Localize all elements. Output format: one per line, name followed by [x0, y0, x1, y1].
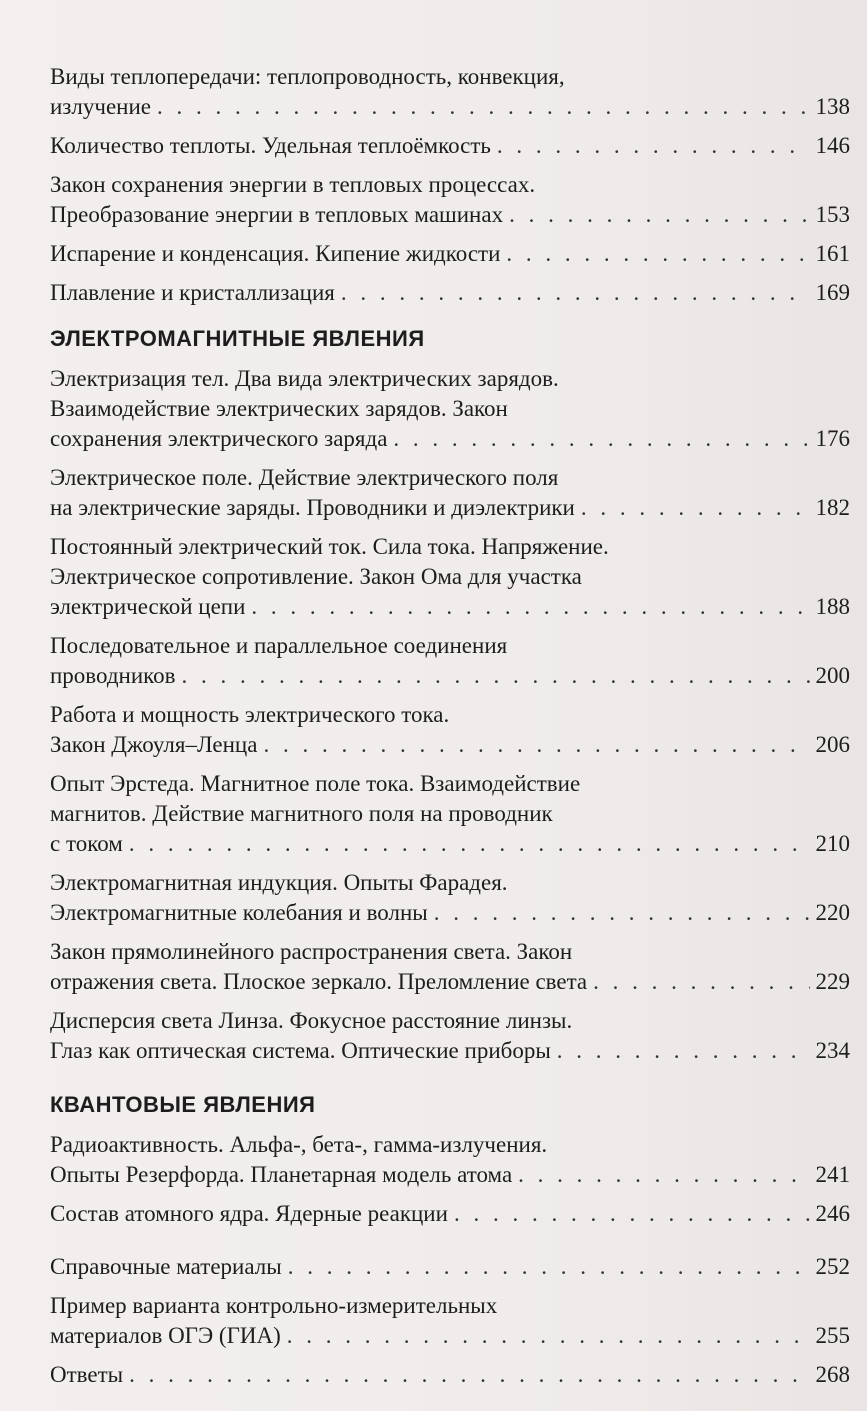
toc-entry-line: излучение [50, 94, 151, 119]
page-number: 169 [815, 280, 850, 305]
page-number: 206 [815, 732, 850, 757]
dot-leader [251, 592, 809, 622]
dot-leader [454, 1199, 810, 1229]
toc-entry [50, 170, 850, 230]
toc-entry-line: Работа и мощность электрического тока. [50, 702, 450, 727]
toc-entry-line: Закон сохранения энергии в тепловых процессах. [50, 172, 536, 197]
toc-entry-last-line [50, 1160, 850, 1190]
toc-entry [50, 769, 850, 859]
toc-entry-line: Количество теплоты. Удельная теплоёмкость [50, 133, 491, 158]
toc-entry-line: Опыты Резерфорда. Планетарная модель атома [50, 1162, 513, 1187]
toc-entry-last-line [50, 592, 850, 622]
dot-leader [182, 661, 810, 691]
toc-entry-line: на электрические заряды. Проводники и диэлектрики [50, 495, 575, 520]
page-number: 255 [815, 1323, 850, 1348]
toc-entry-last-line [50, 424, 850, 454]
dot-leader [557, 1036, 810, 1066]
toc-entry-last-line [50, 493, 850, 523]
dot-leader [288, 1252, 810, 1282]
page-number: 161 [815, 241, 850, 266]
toc-entry-line: Электромагнитная индукция. Опыты Фарадея. [50, 870, 508, 895]
page-number: 241 [815, 1162, 850, 1187]
toc-entry [50, 463, 850, 523]
toc-entry-line: с током [50, 831, 123, 856]
toc-entry-last-line [50, 829, 850, 859]
dot-leader [518, 1160, 809, 1190]
toc-entry-last-line [50, 730, 850, 760]
toc-entry-last-line [50, 1321, 850, 1351]
page-number: 138 [815, 94, 850, 119]
toc-entry-line: Плавление и кристаллизация [50, 280, 335, 305]
dot-leader [129, 1360, 809, 1390]
toc-entry-line: Постоянный электрический ток. Сила тока. Напряжение. [50, 534, 609, 559]
toc-entry-line: Электрическое поле. Действие электрического поля [50, 465, 559, 490]
page-number: 220 [815, 900, 850, 925]
section-title-electromagnetic: ЭЛЕКТРОМАГНИТНЫЕ ЯВЛЕНИЯ [50, 326, 425, 351]
toc-entry [50, 1360, 850, 1390]
toc-entry [50, 364, 850, 454]
page-number: 234 [815, 1038, 850, 1063]
dot-leader [287, 1321, 810, 1351]
dot-leader [434, 898, 810, 928]
dot-leader [393, 424, 809, 454]
toc-group-quantum [50, 1130, 850, 1229]
toc-entry [50, 278, 850, 308]
dot-leader [157, 92, 810, 122]
toc-entry [50, 1291, 850, 1351]
toc-entry [50, 62, 850, 122]
toc-entry-last-line [50, 1199, 850, 1229]
toc-group-electromagnetic [50, 364, 850, 1066]
toc-entry-line: электрической цепи [50, 594, 246, 619]
toc-entry [50, 937, 850, 997]
page-number: 246 [815, 1201, 850, 1226]
toc-entry-last-line [50, 92, 850, 122]
toc-entry [50, 532, 850, 622]
toc-entry-line: Закон Джоуля–Ленца [50, 732, 258, 757]
toc-entry [50, 1006, 850, 1066]
toc-entry-last-line [50, 898, 850, 928]
toc-entry-line: Пример варианта контрольно-измерительных [50, 1293, 498, 1318]
toc-entry-last-line [50, 1252, 850, 1282]
dot-leader [581, 493, 810, 523]
dot-leader [509, 200, 809, 230]
page-number: 200 [815, 663, 850, 688]
page-number: 188 [815, 594, 850, 619]
toc-entry [50, 1130, 850, 1190]
toc-entry-line: Закон прямолинейного распространения света. Закон [50, 939, 573, 964]
page-number: 229 [815, 969, 850, 994]
toc-entry-line: отражения света. Плоское зеркало. Преломление света [50, 969, 588, 994]
page-number: 182 [815, 495, 850, 520]
toc-entry-line: Виды теплопередачи: теплопроводность, конвекция, [50, 64, 565, 89]
toc-entry-line: Дисперсия света Линза. Фокусное расстояние линзы. [50, 1008, 573, 1033]
toc-entry [50, 868, 850, 928]
toc-entry-line: Справочные материалы [50, 1254, 282, 1279]
toc-entry-line: сохранения электрического заряда [50, 426, 388, 451]
toc-entry-last-line [50, 661, 850, 691]
toc-entry-line: Электромагнитные колебания и волны [50, 900, 428, 925]
section-title-quantum: КВАНТОВЫЕ ЯВЛЕНИЯ [50, 1092, 316, 1117]
page-number: 176 [815, 426, 850, 451]
dot-leader [497, 131, 810, 161]
toc-entry-line: Глаз как оптическая система. Оптические приборы [50, 1038, 551, 1063]
dot-leader [341, 278, 810, 308]
toc-entry-line: Преобразование энергии в тепловых машинах [50, 202, 504, 227]
toc-entry-line: Состав атомного ядра. Ядерные реакции [50, 1201, 448, 1226]
toc-entry-line: Взаимодействие электрических зарядов. Закон [50, 396, 508, 421]
toc-entry-line: проводников [50, 663, 176, 688]
toc-entry-line: Радиоактивность. Альфа-, бета-, гамма-излучения. [50, 1132, 548, 1157]
toc-entry-last-line [50, 1360, 850, 1390]
toc-entry-last-line [50, 200, 850, 230]
toc-entry-line: Электризация тел. Два вида электрических зарядов. [50, 366, 559, 391]
toc-entry-line: Электрическое сопротивление. Закон Ома для участка [50, 564, 582, 589]
dot-leader [506, 239, 809, 269]
toc-entry-last-line [50, 1036, 850, 1066]
toc-entry-last-line [50, 239, 850, 269]
dot-leader [263, 730, 809, 760]
toc-group-appendix [50, 1252, 850, 1390]
toc-entry [50, 131, 850, 161]
toc-entry [50, 700, 850, 760]
toc-entry-last-line [50, 278, 850, 308]
dot-leader [593, 967, 809, 997]
page-number: 252 [815, 1254, 850, 1279]
toc-entry-line: Последовательное и параллельное соединения [50, 633, 508, 658]
toc-entry [50, 1252, 850, 1282]
toc-entry-line: магнитов. Действие магнитного поля на проводник [50, 801, 553, 826]
toc-entry [50, 631, 850, 691]
toc-entry-line: Испарение и конденсация. Кипение жидкости [50, 241, 501, 266]
toc-entry-line: Ответы [50, 1362, 124, 1387]
page-number: 153 [815, 202, 850, 227]
toc-entry-line: Опыт Эрстеда. Магнитное поле тока. Взаимодействие [50, 771, 581, 796]
toc-entry-last-line [50, 131, 850, 161]
table-of-contents [50, 62, 850, 1399]
toc-group-thermal [50, 62, 850, 308]
toc-entry [50, 239, 850, 269]
page-number: 210 [815, 831, 850, 856]
dot-leader [129, 829, 810, 859]
page-number: 268 [815, 1362, 850, 1387]
toc-entry-line: материалов ОГЭ (ГИА) [50, 1323, 281, 1348]
toc-entry [50, 1199, 850, 1229]
toc-entry-last-line [50, 967, 850, 997]
page-number: 146 [815, 133, 850, 158]
